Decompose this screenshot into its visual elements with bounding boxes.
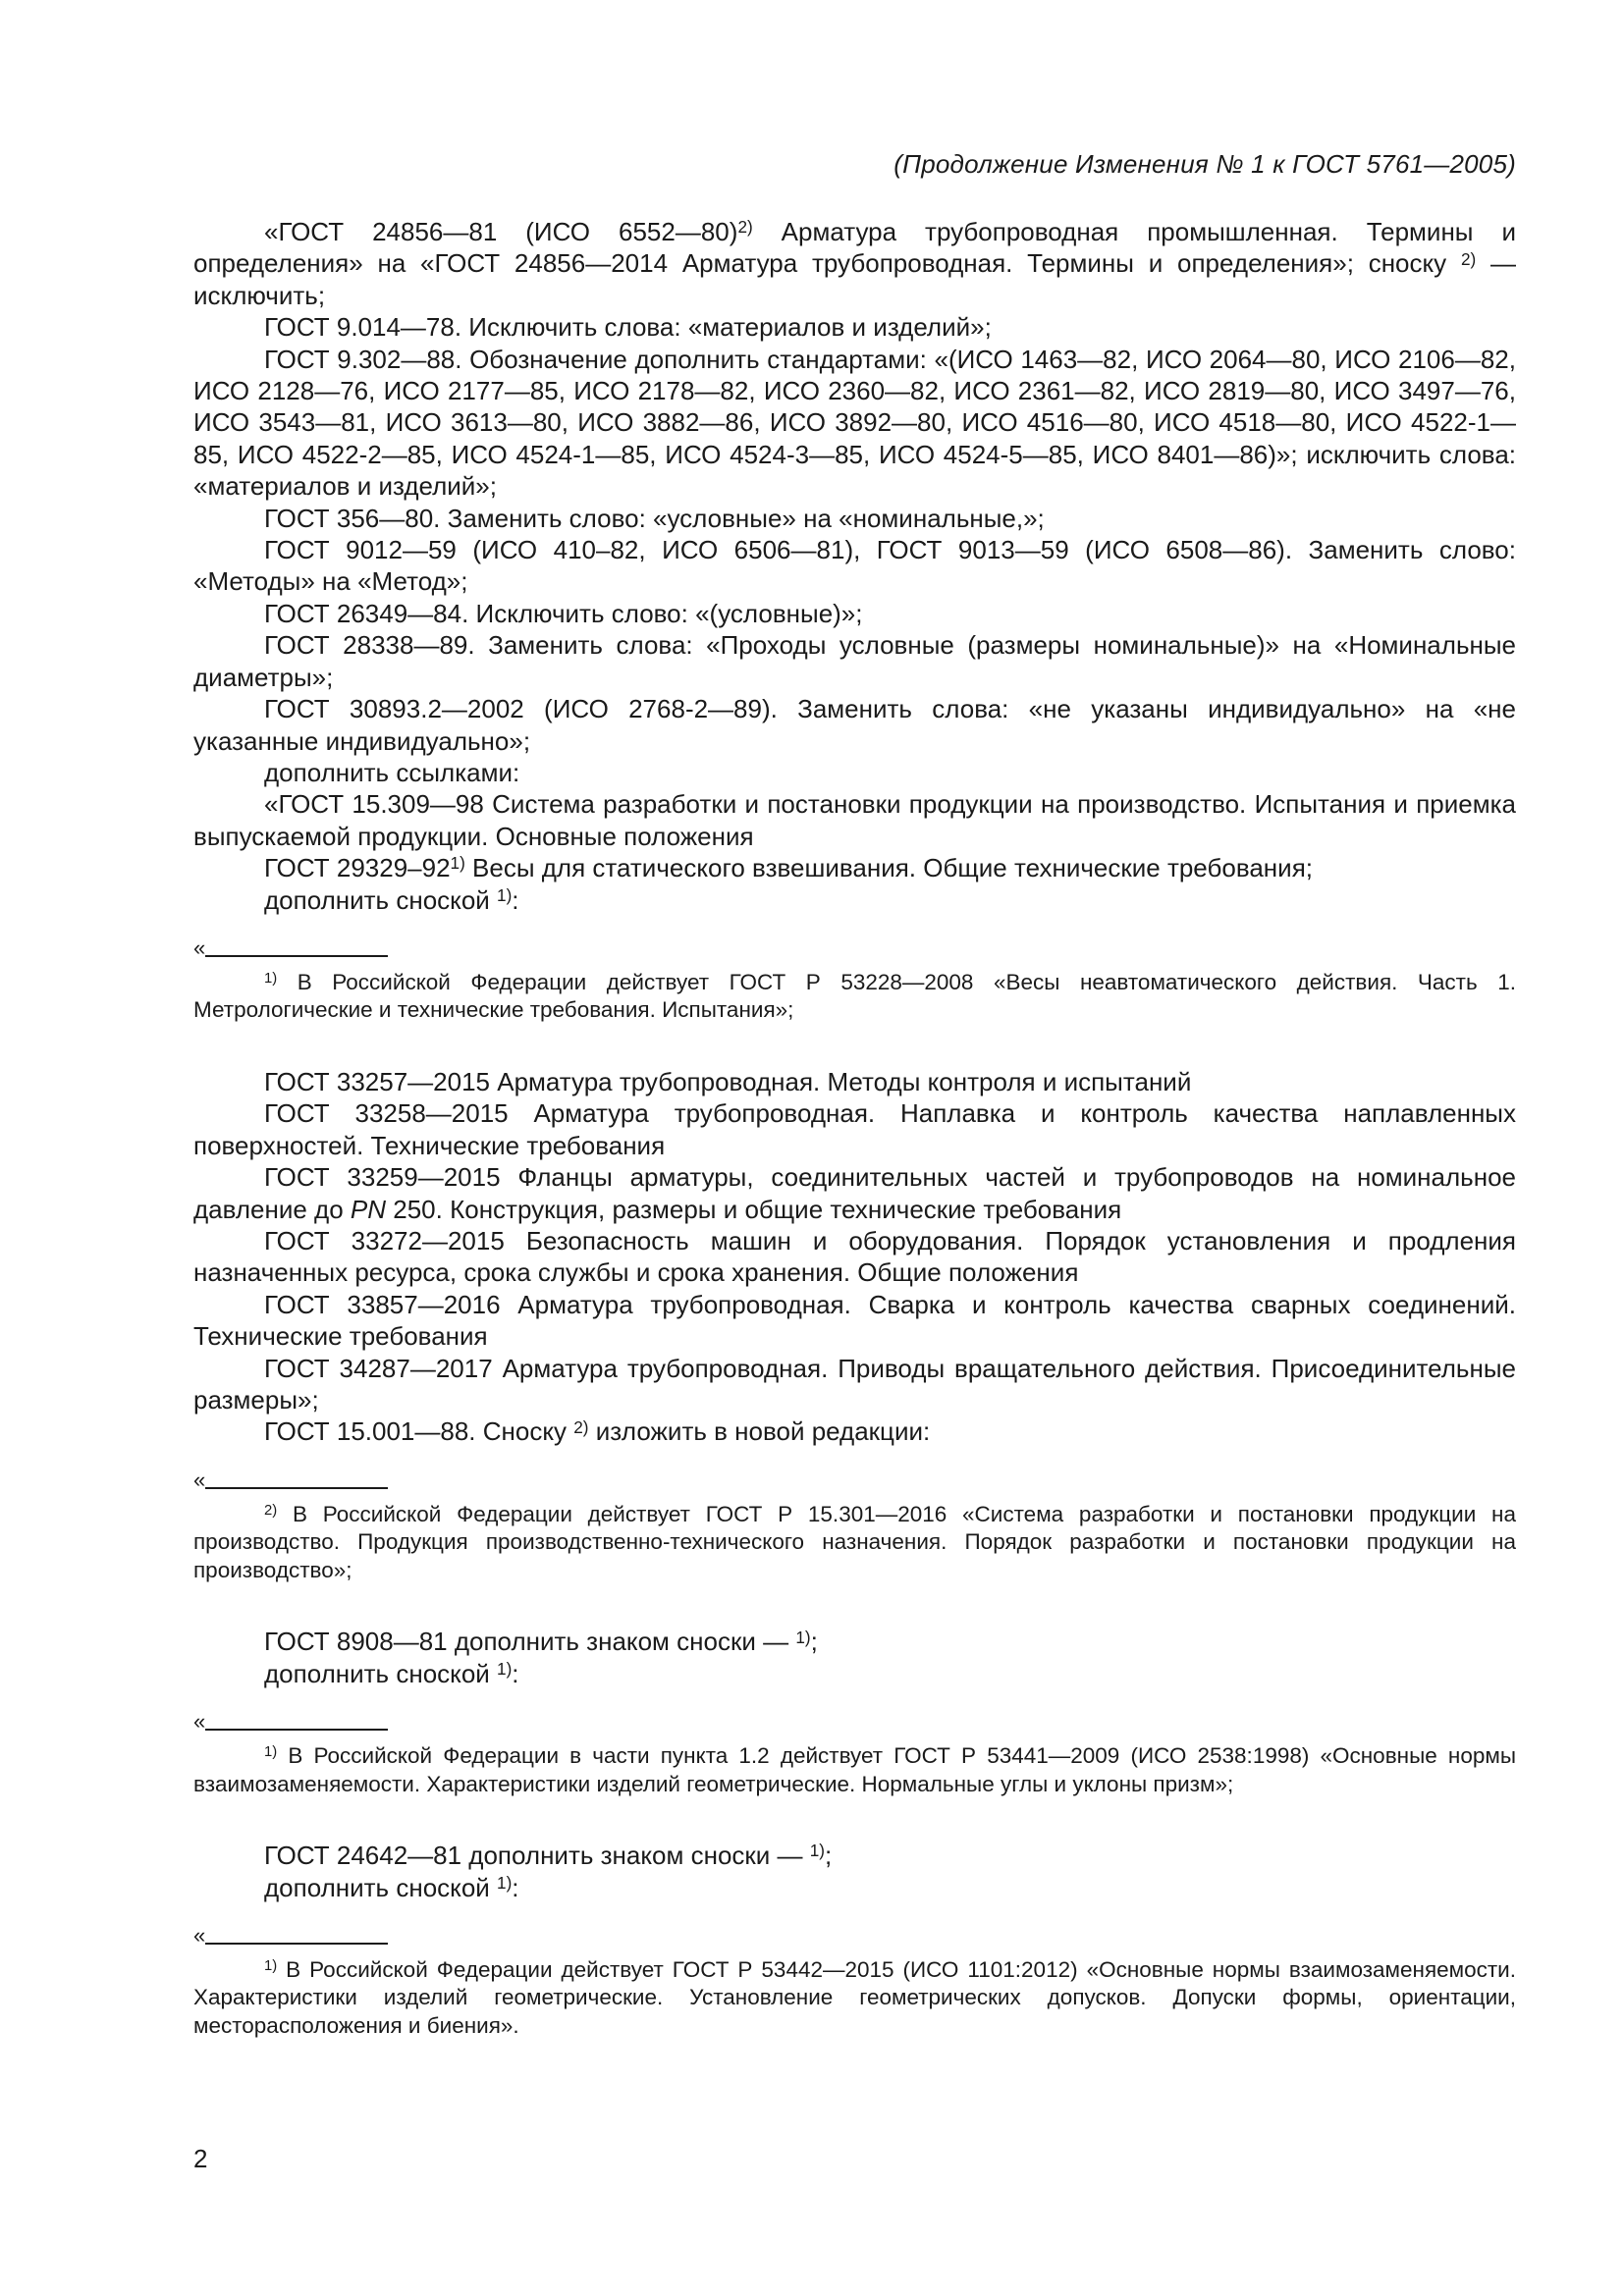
footnote-rule xyxy=(205,955,388,957)
footnote-separator: « xyxy=(193,943,1516,963)
footnote-ref: 2) xyxy=(1460,248,1477,269)
paragraph-gost-33258: ГОСТ 33258—2015 Арматура трубопроводная. Наплавка и контроль качества наплавленных поверхностей. Технические требования xyxy=(193,1098,1516,1160)
paragraph-gost-9302: ГОСТ 9.302—88. Обозначение дополнить стандартами: «(ИСО 1463—82, ИСО 2064—80, ИСО 2106—82, ИСО 2128—76, ИСО 2177—85, ИСО 2178—82, ИСО 2360—82, ИСО 2361—82, ИСО 2819—80, ИСО 3497—76, ИСО 3543—81, ИСО 3613—80, ИСО 3882—86, ИСО 3892—80, ИСО 4516—80, ИСО 4518—80, ИСО 4522-1—85, ИСО 4522-2—85, ИСО 4524-1—85, ИСО 4524-3—85, ИСО 4524-5—85, ИСО 8401—86)»; исключить слова: «материалов и изделий»; xyxy=(193,344,1516,502)
paragraph-gost-8908: ГОСТ 8908—81 дополнить знаком сноски — $^{1)}$; xyxy=(264,1627,818,1657)
footnote-separator: « xyxy=(193,1475,1516,1495)
paragraph-gost-33257: ГОСТ 33257—2015 Арматура трубопроводная. Методы контроля и испытаний xyxy=(264,1066,1192,1096)
footnote-rule xyxy=(205,1487,388,1489)
paragraph-add-footnote: дополнить сноской $^{1)}$: xyxy=(264,1872,519,1902)
paragraph-gost-24642: ГОСТ 24642—81 дополнить знаком сноски — $^{1)}$; xyxy=(264,1841,833,1871)
paragraph-gost-24856: «ГОСТ 24856—81 (ИСО 6552—80)$^{2)}$ Арматура трубопроводная промышленная. Термины и определения» на «ГОСТ 24856—2014 Арматура трубопроводная. Термины и определения»; сноску $^{2)}$ — исключить; xyxy=(193,217,1516,310)
footnote-text: $^{1)}$ В Российской Федерации в части пункта 1.2 действует ГОСТ Р 53441—2009 (ИСО 2538:1998) «Основные нормы взаимозаменяемости. Характеристики изделий геометрические. Нормальные углы и уклоны призм»; xyxy=(193,1743,1516,1796)
paragraph-gost-9012: ГОСТ 9012—59 (ИСО 410–82, ИСО 6506—81), ГОСТ 9013—59 (ИСО 6508—86). Заменить слово: «Методы» на «Метод»; xyxy=(193,535,1516,597)
footnote-ref: 1) xyxy=(497,884,513,905)
footnote-text: $^{1)}$ В Российской Федерации действует ГОСТ Р 53228—2008 «Весы неавтоматического действия. Часть 1. Метрологические и технические требования. Испытания»; xyxy=(193,969,1516,1023)
paragraph-gost-33272: ГОСТ 33272—2015 Безопасность машин и оборудования. Порядок установления и продления назначенных ресурса, срока службы и срока хранения. Общие положения xyxy=(193,1225,1516,1288)
paragraph-gost-15001: ГОСТ 15.001—88. Сноску $^{2)}$ изложить в новой редакции: xyxy=(264,1416,931,1447)
paragraph-gost-33259: ГОСТ 33259—2015 Фланцы арматуры, соединительных частей и трубопроводов на номинальное давление до PN 250. Конструкция, размеры и общие технические требования xyxy=(193,1162,1516,1224)
footnote-block xyxy=(193,1467,1516,1585)
paragraph-gost-356: ГОСТ 356—80. Заменить слово: «условные» на «номинальные,»; xyxy=(264,503,1045,533)
paragraph-gost-9014: ГОСТ 9.014—78. Исключить слова: «материалов и изделий»; xyxy=(264,312,992,343)
paragraph-gost-28338: ГОСТ 28338—89. Заменить слова: «Проходы условные (размеры номинальные)» на «Номинальные диаметры»; xyxy=(193,630,1516,692)
footnote-block xyxy=(193,934,1516,1025)
page-number: 2 xyxy=(193,2144,208,2173)
footnote-block xyxy=(193,1709,1516,1798)
footnote-ref: 1) xyxy=(497,1659,513,1679)
footnote-separator: « xyxy=(193,1717,1516,1736)
footnote-text: $^{1)}$ В Российской Федерации действует ГОСТ Р 53442—2015 (ИСО 1101:2012) «Основные нормы взаимозаменяемости. Характеристики изделий геометрические. Установление геометрических допусков. Допуски формы, ориентации, месторасположения и биения». xyxy=(193,1956,1516,2038)
paragraph-gost-34287: ГОСТ 34287—2017 Арматура трубопроводная. Приводы вращательного действия. Присоединительные размеры»; xyxy=(193,1353,1516,1415)
footnote-ref: 1) xyxy=(809,1841,826,1861)
paragraph-gost-29329: ГОСТ 29329–92$^{1)}$ Весы для статического взвешивания. Общие технические требования; xyxy=(264,853,1313,883)
paragraph-gost-33857: ГОСТ 33857—2016 Арматура трубопроводная. Сварка и контроль качества сварных соединений. Технические требования xyxy=(193,1289,1516,1352)
paragraph-gost-30893: ГОСТ 30893.2—2002 (ИСО 2768-2—89). Заменить слова: «не указаны индивидуально» на «не указанные индивидуально»; xyxy=(193,694,1516,756)
page-header: (Продолжение Изменения № 1 к ГОСТ 5761—2005) xyxy=(893,149,1516,179)
footnote-rule xyxy=(205,1943,388,1945)
document-body xyxy=(193,216,1516,2081)
footnote-separator: « xyxy=(193,1931,1516,1950)
paragraph-gost-26349: ГОСТ 26349—84. Исключить слово: «(условные)»; xyxy=(264,598,863,628)
paragraph-add-refs: дополнить ссылками: xyxy=(264,757,520,787)
footnote-rule xyxy=(205,1729,388,1731)
paragraph-add-footnote: дополнить сноской $^{1)}$: xyxy=(264,884,519,915)
footnote-ref: 2) xyxy=(737,217,753,238)
footnote-ref: 2) xyxy=(573,1416,589,1437)
footnote-ref: 1) xyxy=(450,853,465,874)
paragraph-gost-15309: «ГОСТ 15.309—98 Система разработки и постановки продукции на производство. Испытания и приемка выпускаемой продукции. Основные положения xyxy=(193,789,1516,851)
footnote-block xyxy=(193,1922,1516,2041)
paragraph-add-footnote: дополнить сноской $^{1)}$: xyxy=(264,1658,519,1688)
footnote-ref: 1) xyxy=(497,1872,513,1893)
footnote-text: $^{2)}$ В Российской Федерации действует ГОСТ Р 15.301—2016 «Система разработки и постановки продукции на производство. Продукция производственно-технического назначения. Порядок разработки и постановки продукции на производство»; xyxy=(193,1501,1516,1582)
footnote-ref: 1) xyxy=(795,1627,811,1647)
